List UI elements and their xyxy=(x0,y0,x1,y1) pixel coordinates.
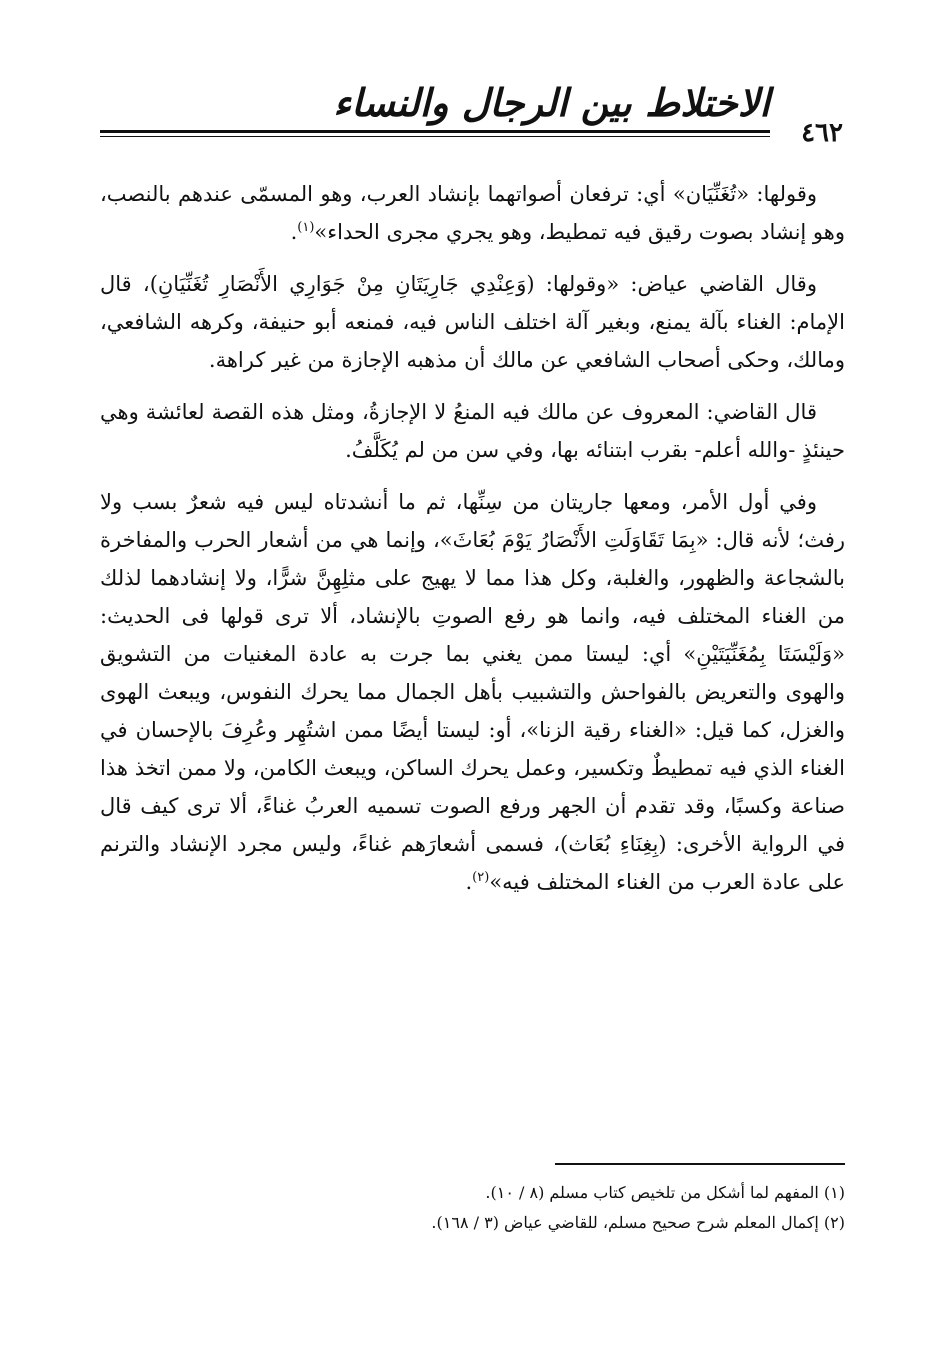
paragraph xyxy=(100,393,845,469)
running-header xyxy=(100,70,845,170)
paragraph xyxy=(100,483,845,901)
paragraph-end: . xyxy=(290,220,298,244)
paragraph-text: وقولها: «تُغَنِّيَان» أي: ترفعان أصواتهما بإنشاد العرب، وهو المسمّى عندهم بالنصب، وهو إنشاد بصوت رقيق فيه تمطيط، وهو يجري مجرى الحداء» xyxy=(100,182,845,244)
paragraph-text: وفي أول الأمر، ومعها جاريتان من سِنِّها، ثم ما أنشدتاه ليس فيه شعرٌ بسب ولا رفث؛ لأنه قال: «بِمَا تَقَاوَلَتِ الأَنْصَارُ يَوْمَ بُعَاثَ»، وإنما هي من أشعار الحرب والمفاخرة بالشجاعة والظهور، والغلبة، وكل هذا مما لا يهيج على مثلِهِنَّ شرًّا، ولا إنشادهما لذلك من الغناء المختلف فيه، وانما هو رفع الصوتِ بالإنشاد، ألا ترى قولها فى الحديث: «وَلَيْسَتَا بِمُغَنِّيَتَيْنِ» أي: ليستا ممن يغني بما جرت به عادة المغنيات من التشويق والهوى والتعريض بالفواحش والتشبيب بأهل الجمال مما يحرك النفوس، ويبعث الهوى والغزل، كما قيل: «الغناء رقية الزنا»، أو: ليستا أيضًا ممن اشتُهِر وعُرِفَ بالإحسان في الغناء الذي فيه تمطيطٌ وتكسير، وعمل يحرك الساكن، ويبعث الكامن، ولا ممن اتخذ هذا صناعة وكسبًا، وقد تقدم أن الجهر ورفع الصوت تسميه العربُ غناءً، ألا ترى كيف قال في الرواية الأخرى: (بِغِنَاءِ بُعَاث)، فسمى أشعارَهم غناءً، وليس مجرد الإنشاد والترنم على عادة العرب من الغناء المختلف فيه» xyxy=(100,490,845,894)
footnote: (١) المفهم لما أشكل من تلخيص كتاب مسلم (٨ / ١٠). xyxy=(485,1183,845,1202)
running-title: الاختلاط بين الرجال والنساء xyxy=(333,80,770,125)
footnote-marker: (١) xyxy=(297,220,315,235)
footnote-separator xyxy=(555,1163,845,1165)
footnote: (٢) إكمال المعلم شرح صحيح مسلم، للقاضي عياض (٣ / ١٦٨). xyxy=(431,1213,845,1232)
header-rule xyxy=(100,130,770,133)
main-text xyxy=(100,175,845,915)
footnote-marker: (٢) xyxy=(472,870,490,885)
page-number: ٤٦٢ xyxy=(801,118,843,148)
paragraph xyxy=(100,265,845,379)
footnotes xyxy=(100,1178,845,1238)
paragraph-text: قال القاضي: المعروف عن مالك فيه المنعُ لا الإجازةُ، ومثل هذه القصة لعائشة وهي حينئذٍ -والله أعلم- بقرب ابتنائه بها، وفي سن من لم يُكَلَّفُ. xyxy=(100,400,845,462)
paragraph xyxy=(100,175,845,251)
paragraph-text: وقال القاضي عياض: «وقولها: (وَعِنْدِي جَارِيَتَانِ مِنْ جَوَارِي الأَنْصَارِ تُغَنِّيَانِ)، قال الإمام: الغناء بآلة يمنع، وبغير آلة اختلف الناس فيه، فمنعه أبو حنيفة، وكرهه الشافعي، ومالك، وحكى أصحاب الشافعي عن مالك أن مذهبه الإجازة من غير كراهة. xyxy=(100,272,845,372)
paragraph-end: . xyxy=(465,870,473,894)
header-rule-thin xyxy=(100,136,770,137)
